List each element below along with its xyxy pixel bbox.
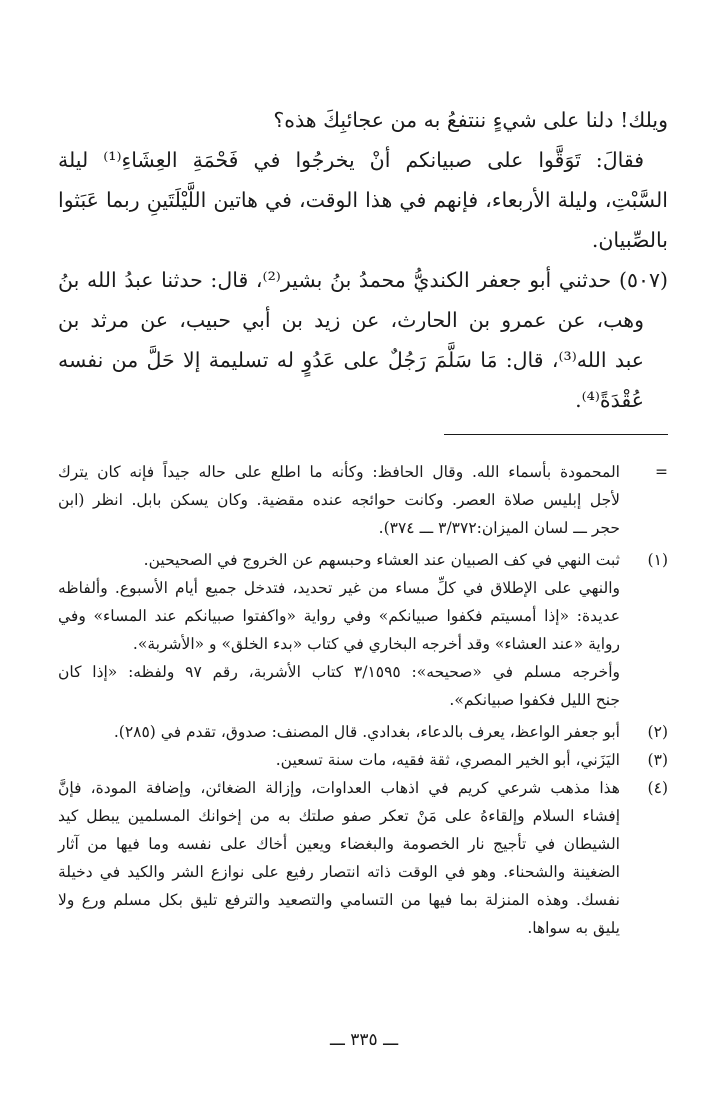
hadith-507-line: عبد الله⁽³⁾، قال: مَا سَلَّمَ رَجُلٌ على عَدُوٍ له تسليمة إلا حَلَّ من نفسه <box>58 348 644 372</box>
footnote-2 <box>58 718 668 746</box>
footnote-line: الضغينة والشحناء. وهو في الوقت ذاته انتصار رفيع على نوازع الشر والكيد في دخيلة <box>58 863 620 881</box>
footnote-marker: = <box>655 463 668 481</box>
footnote-continued <box>58 458 668 542</box>
footnote-marker: (١) <box>647 551 668 569</box>
footnote-line: لأجل إبليس صلاة العصر. وكانت حوائجه عنده مقضية. وكان يسكن بابل. انظر (ابن <box>58 491 620 509</box>
main-text-line: بالصِّبيان. <box>591 228 668 252</box>
footnote-line: عديدة: «إذا أمسيتم فكفوا صبيانكم» وفي رواية «واكفتوا صبيانكم عند المساء» وفي <box>58 607 620 625</box>
footnote-line: جنح الليل فكفوا صبيانكم». <box>449 691 620 709</box>
footnote-line: نفسك. وهذه المنزلة بما فيها من التسامي والتصعيد والترفع تليق بكل مسلم ورع ولا <box>58 891 620 909</box>
footnote-marker: (٤) <box>647 779 668 797</box>
footnote-line: أبو جعفر الواعظ، يعرف بالدعاء، بغدادي. قال المصنف: صدوق، تقدم في (٢٨٥). <box>113 723 620 741</box>
footnote-marker: (٢) <box>647 723 668 741</box>
footnote-4 <box>58 774 668 942</box>
footnote-line: والنهي على الإطلاق في كلِّ مساء من غير تحديد، فتدخل جميع أيام الأسبوع. وألفاظه <box>58 579 620 597</box>
footnote-line: المحمودة بأسماء الله. وقال الحافظ: وكأنه ما اطلع على حاله جيداً فإنه كان يترك <box>58 463 620 481</box>
main-text-line: السَّبْتِ، وليلة الأربعاء، فإنهم في هذا الوقت، في هاتين اللَّيْلَتَينِ ربما عَبَثوا <box>58 188 668 212</box>
hadith-507-line: (٥٠٧) حدثني أبو جعفر الكنديُّ محمدُ بنُ بشير⁽²⁾، قال: حدثنا عبدُ الله بنُ <box>58 268 668 292</box>
footnote-line: اليَزَني، أبو الخير المصري، ثقة فقيه، مات سنة تسعين. <box>275 751 620 769</box>
footnote-marker: (٣) <box>647 751 668 769</box>
hadith-507-line: عُقْدَةً⁽⁴⁾. <box>575 388 644 412</box>
hadith-507-line: وهب، عن عمرو بن الحارث، عن زيد بن أبي حبيب، عن مرثد بن <box>58 308 644 332</box>
footnote-line: إفشاء السلام وإلقاءهُ على مَنْ تعكر صفو صلتك به من إخوانك المسلمين يبطل كيد <box>58 807 620 825</box>
footnotes <box>58 458 668 942</box>
footnote-1 <box>58 546 668 714</box>
footnote-line: هذا مذهب شرعي كريم في اذهاب العداوات، وإزالة الضغائن، وإضافة المودة، فإنَّ <box>58 779 620 797</box>
footnote-line: الشيطان في تأجيج نار الخصومة والبغضاء ويعين أخاك على نفسه وما فيها من آثار <box>58 835 620 853</box>
main-text <box>58 100 668 420</box>
footnote-line: حجر ـــ لسان الميزان:٣/٣٧٢ ـــ ٣٧٤). <box>378 519 620 537</box>
main-text-line: فقالَ: تَوَقَّوا على صبيانكم أنْ يخرجُوا في فَحْمَةِ العِشَاءِ⁽¹⁾ ليلة <box>58 148 644 172</box>
footnote-line: وأخرجه مسلم في «صحيحه»: ٣/١٥٩٥ كتاب الأشربة، رقم ٩٧ ولفظه: «إذا كان <box>58 663 621 681</box>
footnote-line: ثبت النهي في كف الصبيان عند العشاء وحبسهم عن الخروج في الصحيحين. <box>143 551 620 569</box>
footnote-line: رواية «عند العشاء» وقد أخرجه البخاري في كتاب «بدء الخلق» و «الأشربة». <box>132 635 620 653</box>
footnote-separator <box>444 434 668 435</box>
footnote-line: يليق به سواها. <box>527 919 620 937</box>
footnote-3 <box>58 746 668 774</box>
main-text-line: ويلك! دلنا على شيءٍ ننتفعُ به من عجائبِكَ هذه؟ <box>273 108 668 132</box>
page-number: ـــ ٣٣٥ ـــ <box>329 1030 399 1050</box>
